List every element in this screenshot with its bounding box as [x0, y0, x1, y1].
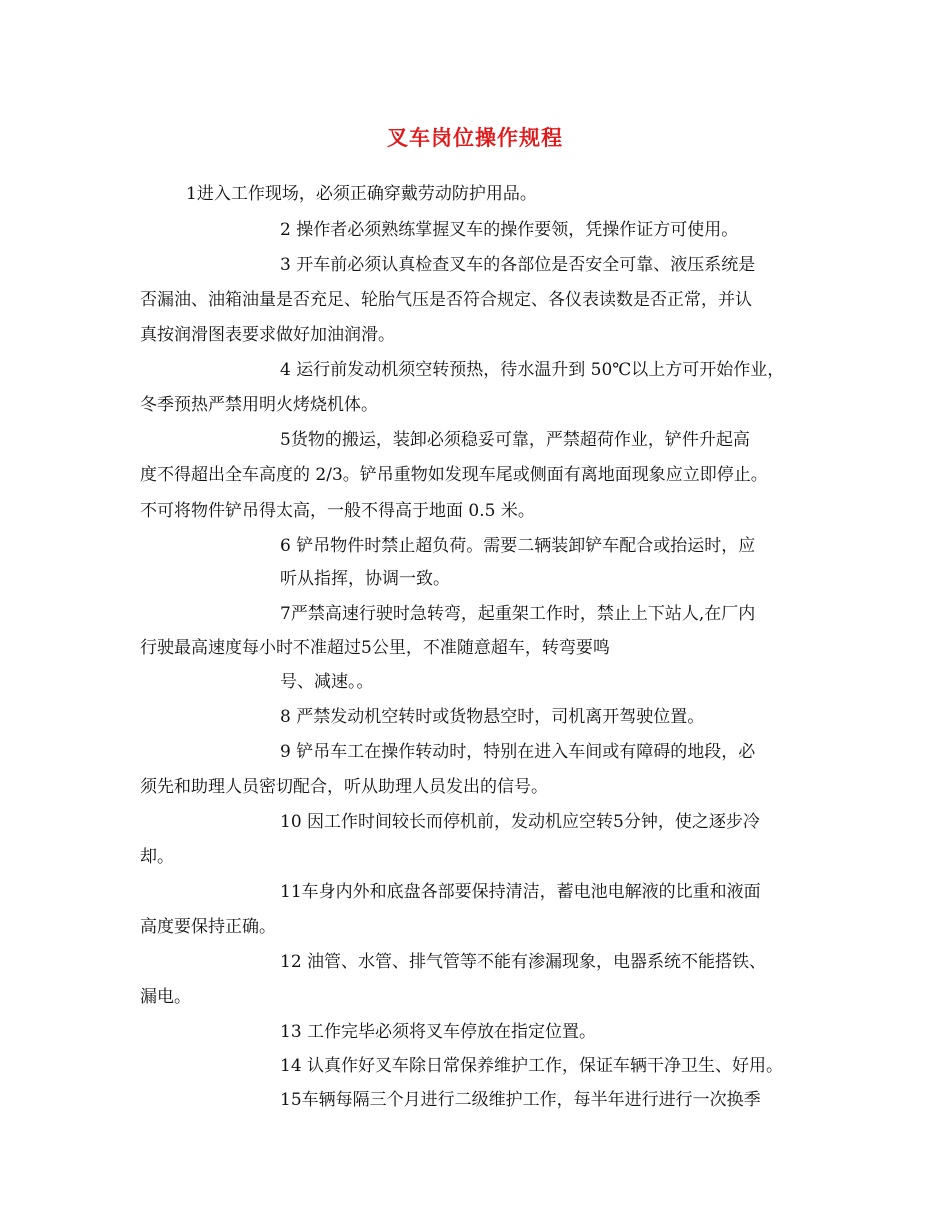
text-line: 高度要保持正确。 [140, 917, 276, 937]
text-line: 5货物的搬运，装卸必须稳妥可靠，严禁超荷作业，铲件升起高 [280, 430, 750, 450]
text-line: 1进入工作现场，必须正确穿戴劳动防护用品。 [186, 184, 537, 204]
text-line: 4 运行前发动机须空转预热，待水温升到 50℃以上方可开始作业， [280, 360, 785, 380]
text-line: 须先和助理人员密切配合，听从助理人员发出的信号。 [140, 777, 548, 797]
text-line: 不可将物件铲吊得太高，一般不得高于地面 0.5 米。 [140, 501, 535, 521]
text-line: 15车辆每隔三个月进行二级维护工作，每半年进行进行一次换季 [280, 1090, 761, 1110]
text-line: 10 因工作时间较长而停机前，发动机应空转5分钟，使之逐步冷 [280, 812, 760, 832]
text-line: 14 认真作好叉车除日常保养维护工作，保证车辆干净卫生、好用。 [280, 1056, 784, 1076]
text-line: 行驶最高速度每小时不准超过5公里，不准随意超车，转弯要鸣 [140, 638, 610, 658]
text-line: 6 铲吊物件时禁止超负荷。需要二辆装卸铲车配合或抬运时，应 [280, 536, 756, 556]
text-line: 8 严禁发动机空转时或货物悬空时，司机离开驾驶位置。 [280, 707, 705, 727]
text-line: 3 开车前必须认真检查叉车的各部位是否安全可靠、液压系统是 [280, 255, 756, 275]
text-line: 度不得超出全车高度的 2/3。铲吊重物如发现车尾或侧面有离地面现象应立即停止。 [140, 465, 768, 485]
text-line: 13 工作完毕必须将叉车停放在指定位置。 [280, 1022, 597, 1042]
text-line: 7严禁高速行驶时急转弯，起重架工作时，禁止上下站人,在厂内 [280, 604, 756, 624]
text-line: 听从指挥，协调一致。 [280, 569, 450, 589]
text-line: 9 铲吊车工在操作转动时，特别在进入车间或有障碍的地段，必 [280, 742, 756, 762]
text-line: 否漏油、油箱油量是否充足、轮胎气压是否符合规定、各仪表读数是否正常，并认 [140, 290, 752, 310]
page-title: 叉车岗位操作规程 [387, 125, 563, 150]
text-line: 却。 [140, 847, 174, 867]
text-line: 漏电。 [140, 987, 191, 1007]
text-line: 11车身内外和底盘各部要保持清洁，蓄电池电解液的比重和液面 [280, 882, 761, 902]
text-line: 2 操作者必须熟练掌握叉车的操作要领，凭操作证方可使用。 [280, 220, 739, 240]
text-line: 12 油管、水管、排气管等不能有渗漏现象，电器系统不能搭铁、 [280, 952, 767, 972]
text-line: 冬季预热严禁用明火烤烧机体。 [140, 395, 378, 415]
text-line: 真按润滑图表要求做好加油润滑。 [140, 325, 395, 345]
text-line: 号、减速。。 [280, 672, 374, 692]
